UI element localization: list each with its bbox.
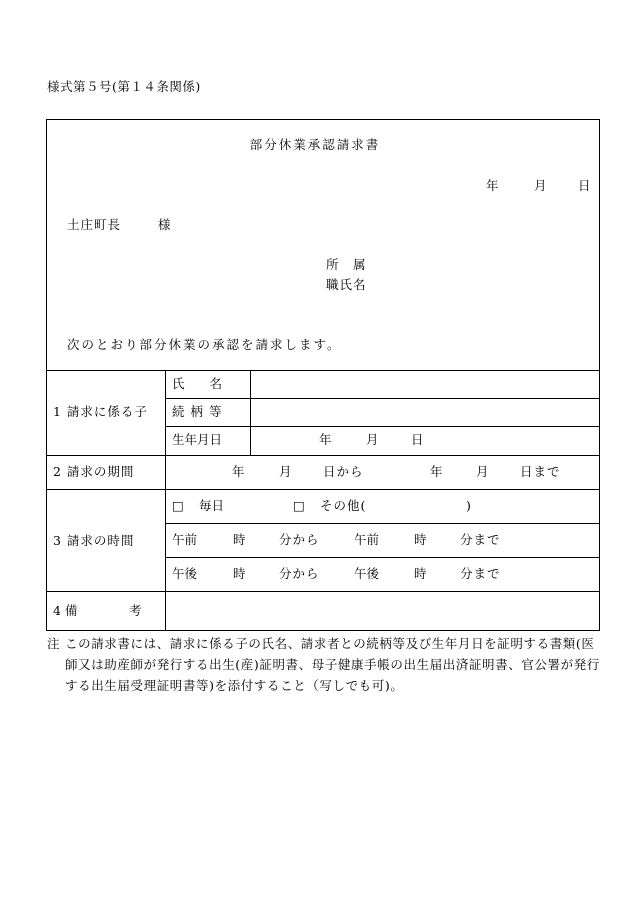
am-hour: 時	[233, 532, 246, 547]
footnote	[47, 633, 602, 696]
am-end: 午前	[354, 532, 380, 547]
row-time-label: 3 請求の時間	[53, 533, 135, 548]
period-to-year: 年	[430, 464, 443, 479]
pm-start: 午後	[172, 566, 198, 581]
pm-end: 午後	[354, 566, 380, 581]
position-name-label: 職氏名	[326, 277, 367, 292]
am-from: 分から	[279, 532, 320, 547]
document-title: 部分休業承認請求書	[249, 137, 381, 152]
footnote-mark: 注	[47, 636, 61, 651]
divider	[165, 523, 600, 524]
affiliation-label: 所 属	[326, 257, 367, 272]
divider	[46, 591, 600, 592]
child-relation-label: 続 柄 等	[172, 404, 223, 419]
other-label: その他(	[320, 498, 367, 513]
divider	[165, 557, 600, 558]
date-year: 年	[486, 178, 499, 193]
other-close: )	[466, 498, 471, 513]
pm-to: 分まで	[460, 566, 501, 581]
period-from-month: 月	[279, 464, 292, 479]
divider	[46, 370, 600, 371]
daily-label: 毎日	[199, 498, 225, 513]
birth-day: 日	[411, 432, 424, 447]
am-start: 午前	[172, 532, 198, 547]
child-name-label: 氏 名	[172, 376, 223, 391]
addressee-name: 土庄町長	[67, 217, 122, 232]
divider	[165, 398, 600, 399]
row-child-label: 1 請求に係る子	[53, 404, 148, 419]
birth-month: 月	[366, 432, 379, 447]
birth-year: 年	[319, 432, 332, 447]
addressee-honorific: 様	[158, 217, 171, 232]
period-from-day: 日から	[323, 464, 364, 479]
child-birth-label: 生年月日	[172, 432, 223, 447]
pm-end-hour: 時	[414, 566, 427, 581]
am-to: 分まで	[460, 532, 501, 547]
row-remarks-label-end: 考	[129, 603, 142, 618]
daily-checkbox[interactable]: □	[172, 498, 184, 513]
pm-from: 分から	[279, 566, 320, 581]
date-month: 月	[534, 178, 547, 193]
divider	[46, 455, 600, 456]
period-to-month: 月	[476, 464, 489, 479]
form-box	[46, 119, 600, 631]
am-end-hour: 時	[414, 532, 427, 547]
footnote-text: この請求書には、請求に係る子の氏名、請求者との続柄等及び生年月日を証明する書類(医師又は助産師が発行する出生(産)証明書、母子健康手帳の出生届出済証明書、官公署が発行する出生届受理証明書等)を添付すること（写しでも可)。	[65, 636, 600, 693]
request-statement: 次のとおり部分休業の承認を請求します。	[67, 337, 342, 352]
pm-hour: 時	[233, 566, 246, 581]
row-remarks-label: 4 備	[53, 603, 78, 618]
date-day: 日	[578, 178, 591, 193]
divider	[165, 426, 600, 427]
row-period-label: 2 請求の期間	[53, 464, 135, 479]
divider	[165, 370, 166, 631]
other-checkbox[interactable]: □	[293, 498, 305, 513]
form-number: 様式第５号(第１４条関係)	[47, 79, 201, 94]
divider	[46, 489, 600, 490]
period-from-year: 年	[232, 464, 245, 479]
divider	[250, 370, 251, 455]
period-to-day: 日まで	[520, 464, 561, 479]
